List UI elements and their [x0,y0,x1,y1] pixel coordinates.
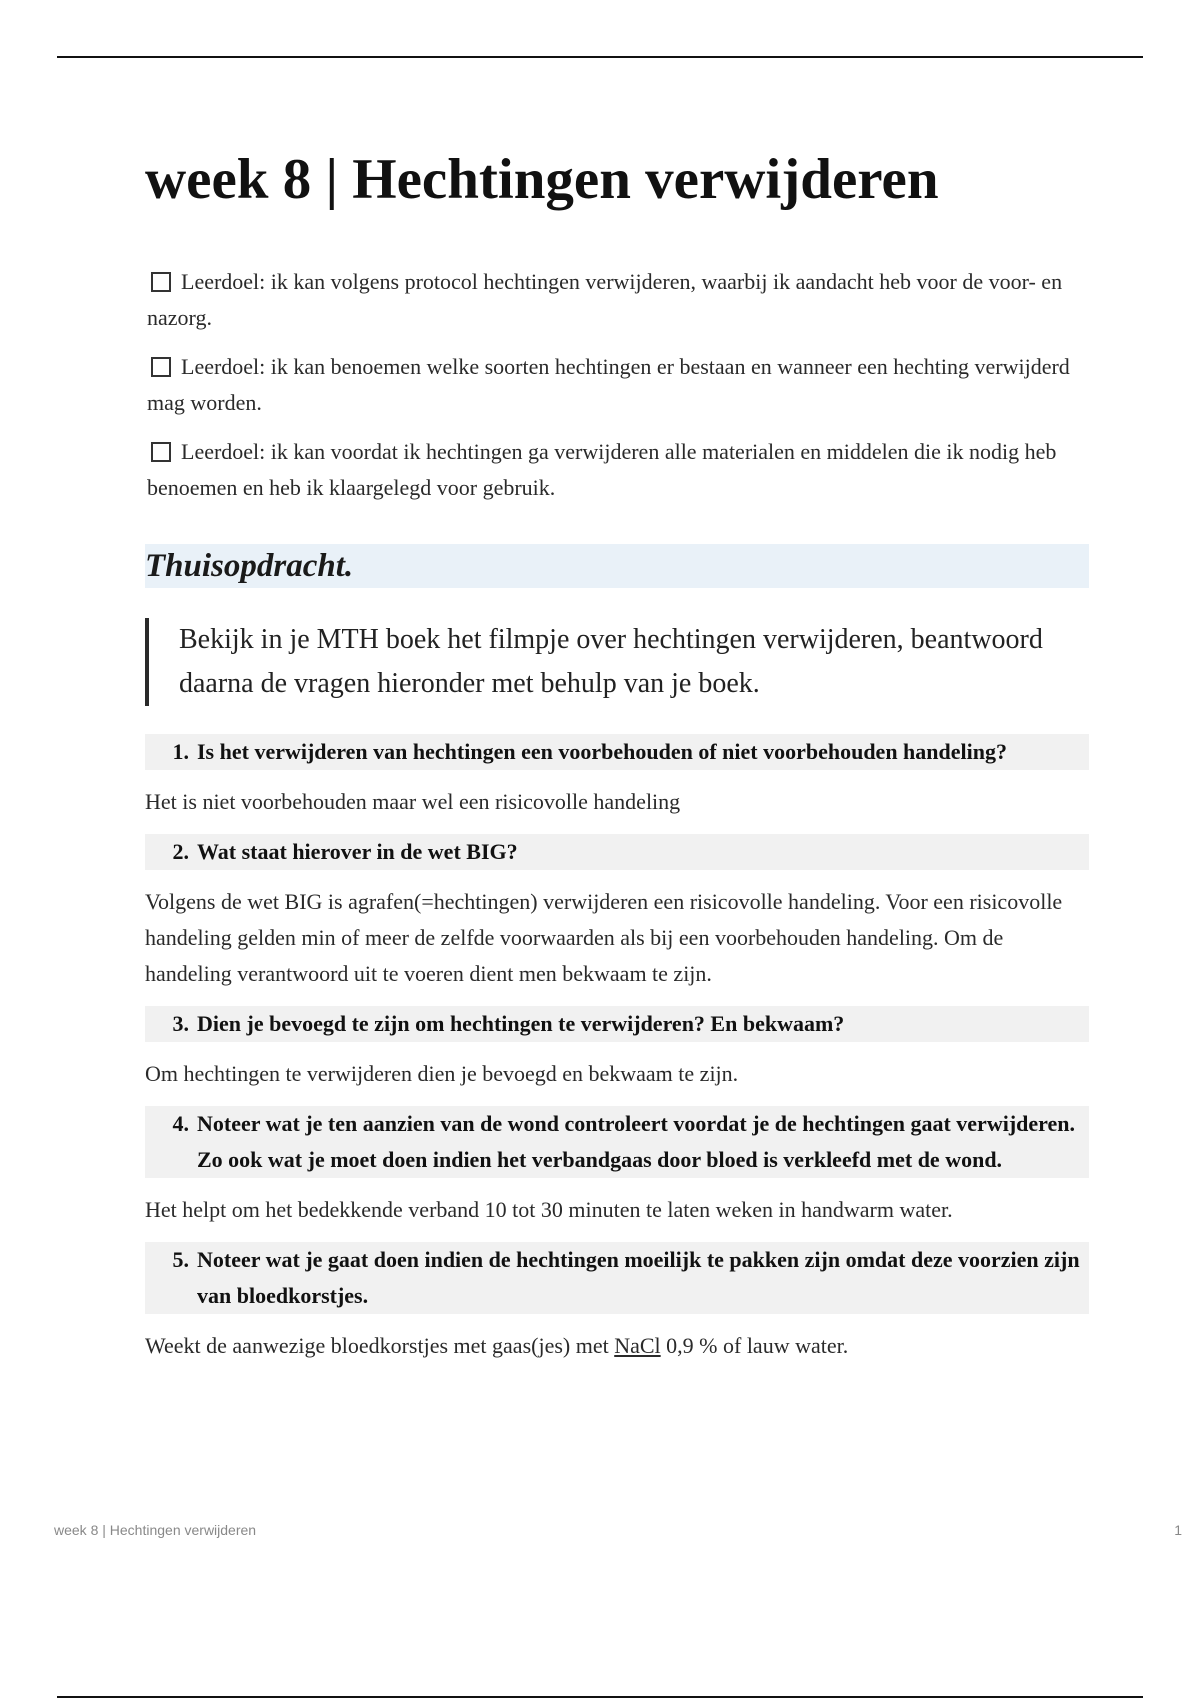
learning-goal-text: Leerdoel: ik kan voordat ik hechtingen ga verwijderen alle materialen en middelen die ik nodig heb benoemen en heb ik klaargelegd voor gebruik. [147,439,1057,500]
question-item [145,834,1089,870]
learning-goal [147,349,1089,421]
question-text: Is het verwijderen van hechtingen een voorbehouden of niet voorbehouden handeling? [197,739,1007,764]
question-number: 4. [172,1111,189,1136]
answer-text [145,1328,1089,1364]
question-item [145,1242,1089,1314]
checkbox-icon[interactable] [151,272,171,292]
checkbox-icon[interactable] [151,442,171,462]
section-heading: Thuisopdracht. [145,544,1089,588]
top-rule [57,56,1143,58]
answer-text: Om hechtingen te verwijderen dien je bevoegd en bekwaam te zijn. [145,1061,739,1086]
question-number: 1. [172,739,189,764]
question-text: Dien je bevoegd te zijn om hechtingen te verwijderen? En bekwaam? [197,1011,845,1036]
question-text: Noteer wat je gaat doen indien de hechtingen moeilijk te pakken zijn omdat deze voorzien zijn van bloedkorstjes. [197,1247,1080,1308]
checkbox-icon[interactable] [151,357,171,377]
question-item [145,734,1089,770]
page-number: 1 [1174,1522,1182,1538]
document-content [145,140,1089,1378]
question-item [145,1106,1089,1178]
question-number: 5. [172,1247,189,1272]
answer-text: Het helpt om het bedekkende verband 10 tot 30 minuten te laten weken in handwarm water. [145,1197,953,1222]
question-text: Wat staat hierover in de wet BIG? [197,839,518,864]
footer-title: week 8 | Hechtingen verwijderen [54,1522,257,1538]
learning-goal-text: Leerdoel: ik kan volgens protocol hechtingen verwijderen, waarbij ik aandacht heb voor de voor- en nazorg. [147,269,1063,330]
assignment-quote: Bekijk in je MTH boek het filmpje over hechtingen verwijderen, beantwoord daarna de vragen hieronder met behulp van je boek. [145,618,1089,706]
page-title: week 8 | Hechtingen verwijderen [145,148,939,211]
question-number: 3. [172,1011,189,1036]
answer-text-part: Weekt de aanwezige bloedkorstjes met gaas(jes) met [145,1333,615,1358]
question-text: Noteer wat je ten aanzien van de wond controleert voordat je de hechtingen gaat verwijderen. Zo ook wat je moet doen indien het verbandgaas door bloed is verkleefd met de wond. [197,1111,1076,1172]
bottom-rule [57,1696,1143,1698]
learning-goals [145,264,1089,506]
question-number: 2. [172,839,189,864]
learning-goal [147,434,1089,506]
question-list [145,734,1089,1364]
answer-text: Volgens de wet BIG is agrafen(=hechtingen) verwijderen een risicovolle handeling. Voor een risicovolle handeling gelden min of meer de zelfde voorwaarden als bij een voorbehouden handeling. Om de handeling verantwoord uit te voeren dient men bekwaam te zijn. [145,889,1063,986]
learning-goal-text: Leerdoel: ik kan benoemen welke soorten hechtingen er bestaan en wanneer een hechting verwijderd mag worden. [147,354,1070,415]
question-item [145,1006,1089,1042]
answer-text-part: 0,9 % of lauw water. [660,1333,849,1358]
answer-text: Het is niet voorbehouden maar wel een risicovolle handeling [145,789,681,814]
nacl-link[interactable]: NaCl [614,1333,661,1358]
page-footer [54,1522,1182,1538]
learning-goal [147,264,1089,336]
